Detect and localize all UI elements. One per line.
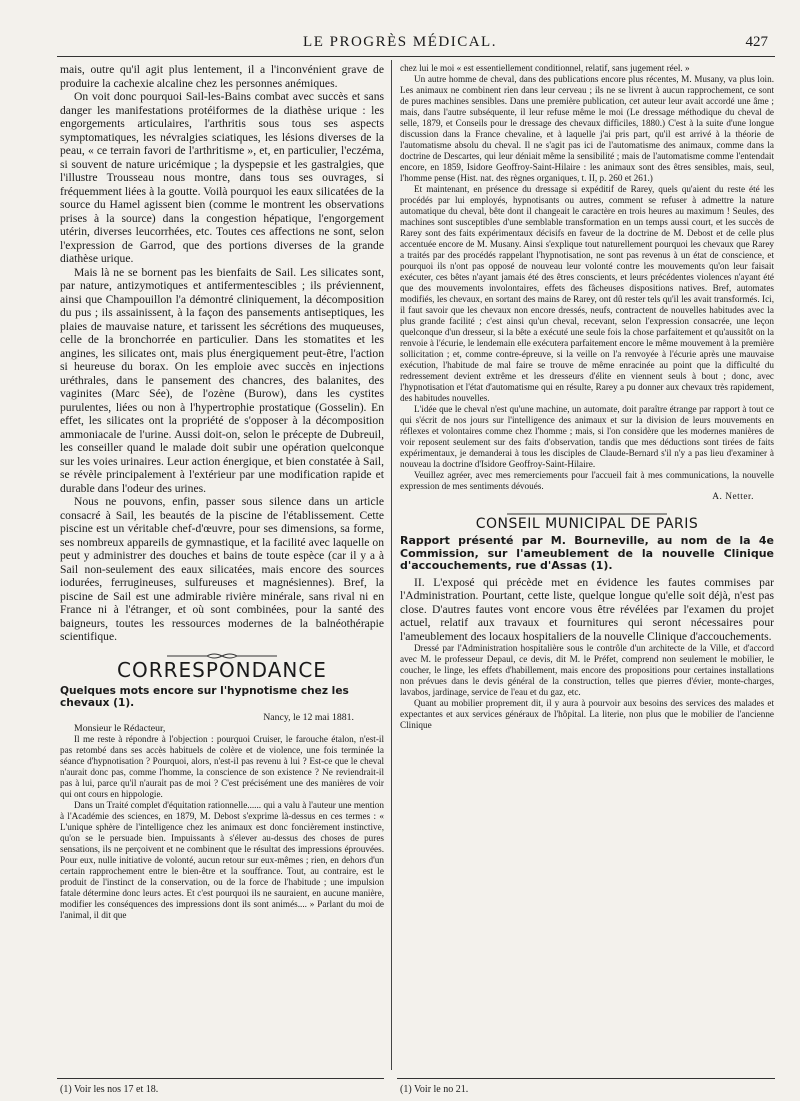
footnote-rule-left <box>57 1078 384 1079</box>
left-paragraph-4: Nous ne pouvons, enfin, passer sous silence dans un article consacré à Sail, les beautés de la piscine de l'établissement. Cette piscine est un véritable chef-d'œuvre, pour ses dimensions, sa forme, ses nombreux appareils de gymnastique, et la facilité avec laquelle on peut y administrer des douches et bains de toute espèce (car il y a à Sail non-seulement des eaux silicatées, mais encore des sources iodurées, ferrugineuses, sulfureuses et magnésiennes). Bref, la piscine de Sail est une admirable rivière minérale, sans rival ni en France ni à l'étranger, et où sont combinées, pour la santé des baigneurs, toutes les ressources modernes de la balnéothérapie scientifique. <box>60 495 384 643</box>
left-column <box>60 63 384 921</box>
section-title-correspondance: CORRESPONDANCE <box>117 657 327 682</box>
left-paragraph-5: Il me reste à répondre à l'objection : pourquoi Cruiser, le farouche étalon, n'est-il pas retombé dans ses accès habituels de colère et de violence, une fois terminée la séance d'hypnotisation ? Pourquoi, alors, n'est-il pas revenu à lui ? Est-ce que le cheval n'aurait donc pas, comme l'homme, la conscience de son existence ? Ne reviendrait-il pas à lui, parce qu'il n'aurait pas de moi ? C'est précisément une des manières de voir qui ont cours en hippologie. <box>60 733 384 799</box>
right-paragraph-4: L'idée que le cheval n'est qu'une machine, un automate, doit paraître étrange par rapport à tout ce qui s'écrit de nos jours sur l'intelligence des animaux et sur la division de leurs mouvements en réflexes et volontaires comme chez l'homme ; mais, si l'on considère que les modernes manières de voir reposent seulement sur des faits d'observation, tandis que mes déductions sont tirées de faits expérimentaux, je demanderai à tous les disciples de Claude-Bernard s'il n'y a pas lieu d'examiner à nouveau la doctrine d'Isidore Geoffroy-Saint-Hilaire. <box>400 404 774 469</box>
running-title: LE PROGRÈS MÉDICAL. <box>303 34 497 50</box>
ornament-divider-right <box>400 505 774 513</box>
article-title-hypnotisme: Quelques mots encore sur l'hypnotisme chez les chevaux (1). <box>60 684 349 709</box>
left-paragraph-6: Dans un Traité complet d'équitation rationnelle...... qui a valu à l'auteur une mention à l'Académie des sciences, en 1879, M. Debost s'exprime là-dessus en ces termes : « L'unique sphère de l'intelligence chez les animaux est donc foncièrement instinctive, qu'on se le persuade bien. Impuissants à s'élever au-dessus des choses de pures sensations, ils ne perçoivent et ne combinent que le résultat des impressions éprouvées. Pour eux, nulle initiative de volonté, aucun retour sur eux-mêmes ; rien, en dehors d'un certain rapprochement entre le bien-être et la souffrance. Tout, au contraire, est le produit de l'instinct de la conservation, ou de la force de l'habitude ; une impulsion fatale détermine donc leurs actes. Et c'est pourquoi ils ne sauraient, en aucune manière, modifier les conséquences des impressions dont ils sont animés.... » Parlant du moi de l'animal, il dit que <box>60 799 384 920</box>
column-divider <box>391 60 392 1070</box>
dateline: Nancy, le 12 mai 1881. <box>263 711 354 723</box>
right-column <box>400 63 774 731</box>
footnote-right: (1) Voir le no 21. <box>400 1084 469 1095</box>
right-paragraph-8: Quant au mobilier proprement dit, il y aura à pourvoir aux besoins des services des malades et expectantes et aux services généraux de l'hôpital. La literie, non plus que le mobilier de l'ancienne Clinique <box>400 698 774 730</box>
page-number: 427 <box>745 34 768 50</box>
left-paragraph-2: On voit donc pourquoi Sail-les-Bains combat avec succès et sans danger les manifestations protéiformes de la diathèse urique : les engorgements articulaires, l'arthritis sous tous ses aspects symptomatiques, les névralgies sciatiques, les lésions diverses de la peau, « ce terrain favori de l'arthritisme », et, en particulier, l'eczéma, si souvent de nature uricémique ; la dyspepsie et les gastralgies, que l'illustre Trousseau nous montre, dans tous ses ouvrages, si fréquemment liées à la goutte. Voilà pourquoi les eaux silicatées de la source du Hamel agissent bien (comme le montrent les observations prises à la source) dans la congestion hépatique, l'engorgement utérin, diverses leucorrhées, etc. Toutes ces affections ne sont, selon l'expression de Garrod, que des portions diverses de la grande diathèse urique. <box>60 90 384 265</box>
article-title-rapport: Rapport présenté par M. Bourneville, au nom de la 4e Commission, sur l'ameublement de la nouvelle Clinique d'accouchements, rue d'Assas (1). <box>400 534 774 572</box>
ornament-divider <box>60 647 384 655</box>
right-paragraph-1: chez lui le moi « est essentiellement conditionnel, relatif, sans jugement réel. » <box>400 63 690 73</box>
right-paragraph-7: Dressé par l'Administration hospitalière sous le contrôle d'un architecte de la Ville, et d'accord avec M. le professeur Depaul, ce devis, dit M. le Préfet, comprend non seulement le mobilier, le coucher, le linge, les effets d'habillement, mais encore des propositions pour certaines installations non prévues dans le devis général de la construction, telles que pierres d'évier, monte-charges, lavabos, jardinage, service de l'eau et du gaz, etc. <box>400 643 774 697</box>
section-title-conseil-municipal: CONSEIL MUNICIPAL DE PARIS <box>475 516 699 532</box>
footnote-left: (1) Voir les nos 17 et 18. <box>60 1084 159 1095</box>
right-paragraph-2: Un autre homme de cheval, dans des publications encore plus récentes, M. Musany, va plus loin. Les animaux ne combinent rien dans leur cerveau ; ils ne se livrent à aucun rapprochement, ce sont de pures machines sensibles. Dans une première publication, cet auteur leur avait accordé une âme ; mais, dans l'autre subséquente, il leur refuse même le moi (Le dressage méthodique du cheval de selle, 1879, et Conseils pour le dressage des chevaux difficiles, 1880.) C'est à la suite d'une longue discussion dans la France chevaline, et à laquelle j'ai pris part, qu'il est arrivé à la théorie de l'automatisme absolu du cheval. Il ne s'agit pas ici de l'automatisme des animaux, comme dans la doctrine de Descartes, qui leur déniait même la sensibilité ; mais de l'automatisme comme l'entendait encore, en 1859, Isidore Geoffroy-Saint-Hilaire : les animaux sont des êtres sensibles, mais, seul, l'homme pense (Hist. nat. des règnes organiques, t. II, p. 260 et 261.) <box>400 74 774 183</box>
header-rule <box>57 56 775 57</box>
right-paragraph-5: Veuillez agréer, avec mes remerciements pour l'accueil fait à mes communications, la nouvelle expression de mes sentiments dévoués. <box>400 470 774 491</box>
right-paragraph-3: Et maintenant, en présence du dressage si expéditif de Rarey, quels qu'aient du reste été les procédés par lui employés, hypnotisants ou autres, comment se refuser à admettre la nature automatique du cheval, bête dont il changeait le caractère en trois heures au maximum ! Seules, des machines sont susceptibles d'une semblable transformation en un temps aussi court, et les succès de Rarey sont des faits expérimentaux décisifs en faveur de la doctrine de M. Debost et de celle plus accentuée encore de M. Musany. Ainsi s'explique tout naturellement pourquoi les chevaux que Rarey a traités par des procédés rappelant l'hypnotisation, ne sont pas revenus à un état de conscience, et pourquoi ils n'ont pas opposé de nouveau leur volonté contre les mouvements qu'on leur faisait exécuter, ces bêtes n'ayant jamais été des êtres conscients, et leurs précédentes violences n'ayant été que des mouvements involontaires, effets des fâcheuses dispositions natives. Bref, automates modifiés, les chevaux, en sortant des mains de Rarey, ont dû rester tels qu'il les avait transformés. Ici, il faut savoir que les chevaux non encore dressés, neufs, contractent de nouvelles habitudes avec la plus grande facilité ; c'est ainsi qu'un cheval, recevant, selon l'expression consacrée, une leçon quelconque d'un dresseur, si la bête a exécuté une seule fois la chose parfaitement et qu'aussitôt on la renvoie à l'écurie, le lendemain elle exécutera parfaitement encore le même mouvement à la première sollicitation ; et, comme contre-épreuve, si la veille on l'a renvoyée à l'écurie après une mauvaise exécution, l'habitude de mal faire se trouve de même enracinée au point que la difficulté du redressement devient extrême et les dresseurs d'élite en viennent seuls à bout ; donc, avec l'hypnotisation et l'état d'automatisme qui en résulte, Rarey a pu donner aux chevaux très rapidement, des habitudes nouvelles. <box>400 184 774 403</box>
salutation: Monsieur le Rédacteur, <box>74 722 166 734</box>
signature: A. Netter. <box>712 492 754 502</box>
footnote-rule-right <box>397 1078 775 1079</box>
right-paragraph-6: II. L'exposé qui précède met en évidence les fautes commises par l'Administration. Pourtant, cette liste, quelque longue qu'elle soit déjà, n'est pas close. D'autres fautes vont encore vous être révélées par l'examen du projet actuel, relatif aux travaux et fournitures qui seront nécessaires pour l'ameublement des locaux hospitaliers de la nouvelle Clinique d'accouchements. <box>400 575 774 643</box>
left-paragraph-3: Mais là ne se bornent pas les bienfaits de Sail. Les silicates sont, par nature, antizymotiques et antifermentescibles ; ils préviennent, ainsi que Champouillon l'a démontré cliniquement, la décomposition du pus ; ils assainissent, à la façon des pansements antiseptiques, les plaies de mauvaise nature, et tarissent les sécrétions des muqueuses, celle de la bronchorrée en particulier. Dans les stomatites et les angines, les silicates ont, mais plus énergiquement peut-être, l'action si heureuse du borax. On les emploie avec succès en injections uréthrales, dans le pansement des chancres, des balanites, des vaginites (Marc Sée), de l'ozène (Burow), dans les cystites purulentes, liées ou non à l'hypertrophie prostatique (Gosselin). En effet, les silicates ont la propriété de s'opposer à la décomposition ammoniacale de l'urine. Aussi doit-on, selon le précepte de Dubreuil, les conseiller quand le malade doit subir une opération quelconque sur les voies urinaires. Leur action énergique, et bien constatée à Sail, se révèle principalement à l'extérieur par une modification rapide et durable dans l'odeur des urines. <box>60 265 384 495</box>
left-paragraph-1: mais, outre qu'il agit plus lentement, il a l'inconvénient grave de produire la cachexie alcaline chez les personnes anémiques. <box>60 63 384 90</box>
